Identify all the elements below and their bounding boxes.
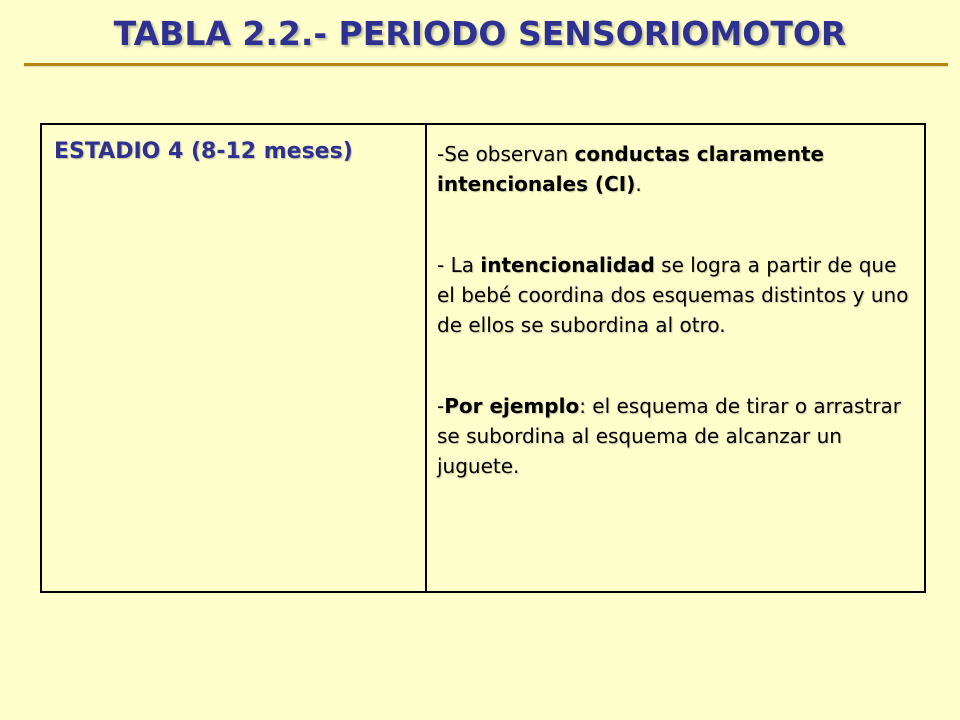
p3-bold: Por ejemplo [444,394,580,418]
p2-text-a: - La [437,253,481,277]
p1-text-a: -Se observan [437,142,575,166]
paragraph-intentionality [437,250,914,340]
p1-text-c: . [635,172,642,196]
stage-cell [42,125,427,591]
paragraph-example [437,391,914,481]
title-underline [24,63,948,66]
p1-bold: conductas claramente intencionales (CI) [437,142,825,196]
description-cell [427,125,924,591]
stage-label: ESTADIO 4 (8-12 meses) [54,139,353,164]
paragraph-intentional-conducts [437,139,914,199]
p2-text-c: se logra a partir de que el bebé coordina dos esquemas distintos y uno de ellos se subordina al otro. [437,253,909,337]
stage-table [40,123,926,593]
p3-text-c: : el esquema de tirar o arrastrar se subordina al esquema de alcanzar un juguete. [437,394,901,478]
p3-text-a: - [437,394,445,418]
slide-title: TABLA 2.2.- PERIODO SENSORIOMOTOR [113,14,847,53]
p2-bold: intencionalidad [480,253,655,277]
